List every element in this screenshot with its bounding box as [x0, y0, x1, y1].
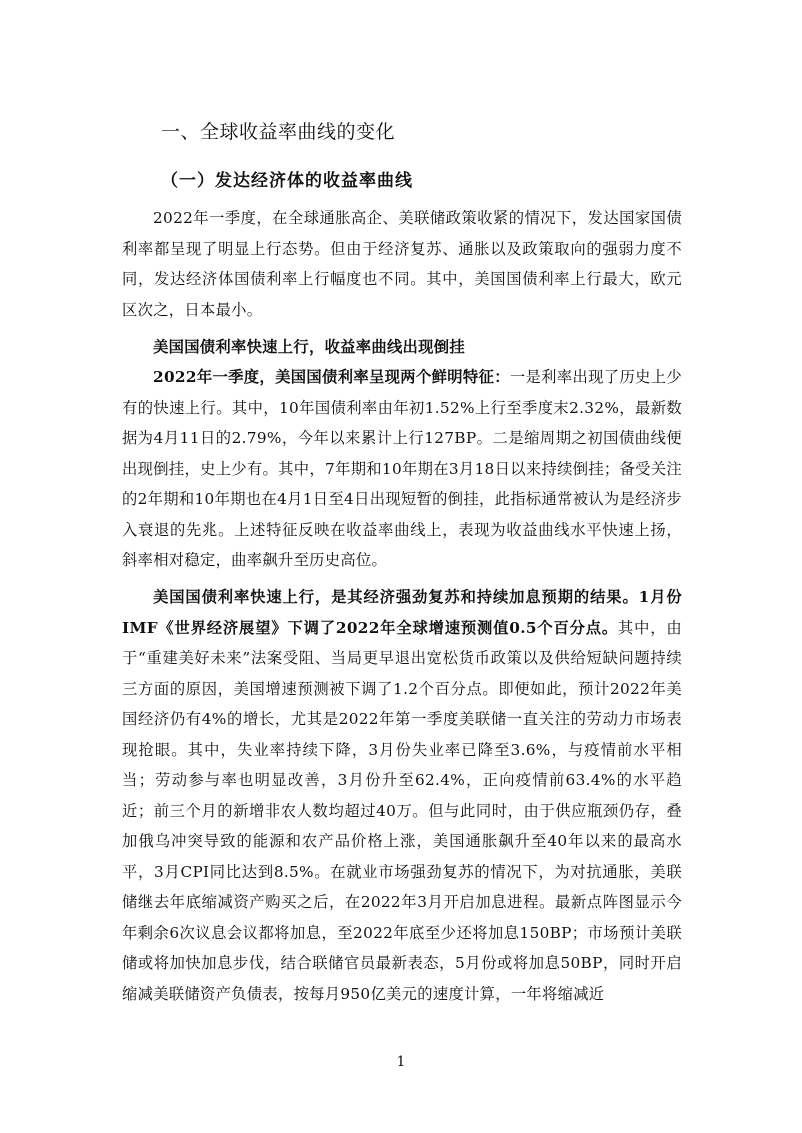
paragraph-body-text: 一是利率出现了历史上少有的快速上行。其中，10年国债利率由年初1.52%上行至季度末2.32%，最新数据为4月11日的2.79%，今年以来累计上行127BP。二是缩周期之初国债曲线便出现倒挂，史上少有。其中，7年期和10年期在3月18日以来持续倒挂；备受关注的2年期和10年期也在4月1日至4日出现短暂的倒挂，此指标通常被认为是经济步入衰退的先兆。上述特征反映在收益率曲线上，表现为收益曲线水平快速上扬，斜率相对稳定，曲率飙升至历史高位。 — [122, 368, 682, 569]
paragraph-lead-text: 2022年一季度，美国国债利率呈现两个鲜明特征： — [153, 368, 510, 386]
topic-heading: 美国国债利率快速上行，收益率曲线出现倒挂 — [153, 338, 465, 356]
section-heading: 一、全球收益率曲线的变化 — [161, 121, 396, 143]
paragraph-lead-text: 美国国债利率快速上行，是其经济强劲复苏和持续加息预期的结果。1月份IMF《世界经济展望》下调了2022年全球增速预测值0.5个百分点。 — [122, 588, 682, 637]
paragraph-us-economy — [122, 582, 682, 1009]
subsection-heading: （一）发达经济体的收益率曲线 — [161, 171, 413, 191]
paragraph-body-text: 其中，由于“重建美好未来”法案受阻、当局更早退出宽松货币政策以及供给短缺问题持续三方面的原因，美国增速预测被下调了1.2个百分点。即便如此，预计2022年美国经济仍有4%的增长，尤其是2022年第一季度美联储一直关注的劳动力市场表现抢眼。其中，失业率持续下降，3月份失业率已降至3.6%，与疫情前水平相当；劳动参与率也明显改善，3月份升至62.4%，正向疫情前63.4%的水平趋近；前三个月的新增非农人数均超过40万。但与此同时，由于供应瓶颈仍存，叠加俄乌冲突导致的能源和农产品价格上涨，美国通胀飙升至40年以来的最高水平，3月CPI同比达到8.5%。在就业市场强劲复苏的情况下，为对抗通胀，美联储继去年底缩减资产购买之后，在2022年3月开启加息进程。最新点阵图显示今年剩余6次议息会议都将加息，至2022年底至少还将加息150BP；市场预计美联储或将加快加息步伐，结合联储官员最新表态，5月份或将加息50BP，同时开启缩减美联储资产负债表，按每月950亿美元的速度计算，一年将缩减近 — [122, 618, 683, 1003]
page-number: 1 — [396, 1054, 406, 1070]
paragraph-us-yields — [122, 362, 682, 576]
paragraph-intro: 2022年一季度，在全球通胀高企、美联储政策收紧的情况下，发达国家国债利率都呈现了明显上行态势。但由于经济复苏、通胀以及政策取向的强弱力度不同，发达经济体国债利率上行幅度也不同。其中，美国国债利率上行最大，欧元区次之，日本最小。 — [122, 209, 682, 319]
